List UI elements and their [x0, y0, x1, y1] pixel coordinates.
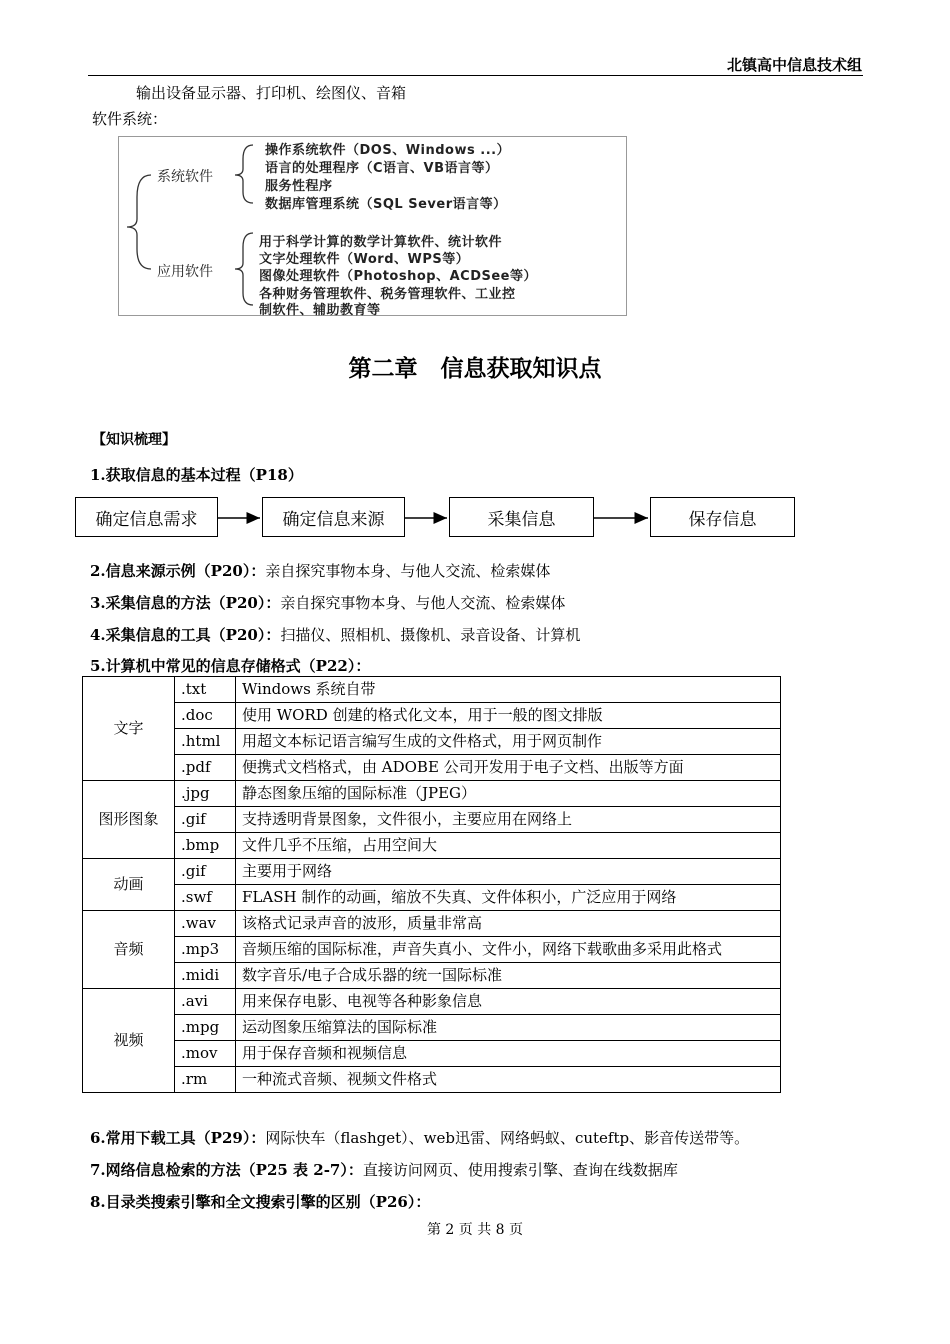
flow-step-4: 保存信息 [650, 497, 795, 537]
chapter-title: 第二章 信息获取知识点 [348, 356, 602, 382]
extension-cell: .txt [175, 677, 236, 703]
description-cell: 音频压缩的国际标准，声音失真小、文件小，网络下载歌曲多采用此格式 [236, 937, 781, 963]
category-cell: 视频 [83, 989, 175, 1093]
application-item: 文字处理软件（Word、WPS等） [259, 252, 470, 267]
item-6 [90, 1127, 749, 1148]
system-item: 数据库管理系统（SQL Sever语言等） [265, 197, 507, 212]
system-item: 服务性程序 [265, 179, 333, 194]
description-cell: 该格式记录声音的波形，质量非常高 [236, 911, 781, 937]
main-brace [127, 175, 151, 269]
description-cell: 用来保存电影、电视等各种影象信息 [236, 989, 781, 1015]
extension-cell: .gif [175, 859, 236, 885]
table-row [83, 807, 781, 833]
flow-arrows [0, 505, 950, 531]
table-row [83, 781, 781, 807]
extension-cell: .pdf [175, 755, 236, 781]
extension-cell: .jpg [175, 781, 236, 807]
description-cell: FLASH 制作的动画，缩放不失真、文件体积小，广泛应用于网络 [236, 885, 781, 911]
system-item: 操作系统软件（DOS、Windows ...） [265, 143, 511, 158]
category-cell: 动画 [83, 859, 175, 911]
table-row [83, 703, 781, 729]
item-2-body: 亲自探究事物本身、与他人交流、检索媒体 [265, 562, 551, 580]
application-item: 制软件、辅助教育等 [259, 303, 381, 318]
description-cell: 数字音乐/电子合成乐器的统一国际标准 [236, 963, 781, 989]
item-3 [90, 592, 565, 613]
extension-cell: .avi [175, 989, 236, 1015]
item-7 [90, 1159, 678, 1180]
description-cell: 支持透明背景图象，文件很小，主要应用在网络上 [236, 807, 781, 833]
description-cell: 文件几乎不压缩，占用空间大 [236, 833, 781, 859]
flow-step-1: 确定信息需求 [75, 497, 218, 537]
application-software-label: 应用软件 [157, 264, 213, 280]
table-row [83, 677, 781, 703]
system-software-label: 系统软件 [157, 169, 213, 185]
category-cell: 音频 [83, 911, 175, 989]
item-7-title: 7.网络信息检索的方法（P25 表 2-7）： [90, 1161, 363, 1179]
table-row [83, 885, 781, 911]
storage-formats-table [82, 676, 781, 1093]
table-row [83, 1015, 781, 1041]
page-header-title: 北镇高中信息技术组 [726, 56, 862, 74]
flow-step-2: 确定信息来源 [262, 497, 405, 537]
system-brace [235, 145, 253, 203]
item-5-title: 5.计算机中常见的信息存储格式（P22）： [90, 657, 371, 675]
table-row [83, 911, 781, 937]
extension-cell: .swf [175, 885, 236, 911]
software-system-label: 软件系统： [92, 110, 168, 128]
output-devices-line: 输出设备显示器、打印机、绘图仪、音箱 [136, 84, 407, 102]
application-item: 用于科学计算的数学计算软件、统计软件 [259, 235, 503, 250]
item-2-title: 2.信息来源示例（P20）： [90, 562, 266, 580]
table-row [83, 963, 781, 989]
item-8-title: 8.目录类搜索引擎和全文搜索引擎的区别（P26）： [90, 1193, 431, 1211]
page-footer: 第 2 页 共 8 页 [426, 1222, 524, 1238]
item-4-body: 扫描仪、照相机、摄像机、录音设备、计算机 [280, 626, 581, 644]
item-3-body: 亲自探究事物本身、与他人交流、检索媒体 [280, 594, 566, 612]
application-item: 各种财务管理软件、税务管理软件、工业控 [259, 287, 516, 302]
description-cell: 主要用于网络 [236, 859, 781, 885]
extension-cell: .gif [175, 807, 236, 833]
table-row [83, 729, 781, 755]
category-cell: 图形图象 [83, 781, 175, 859]
description-cell: Windows 系统自带 [236, 677, 781, 703]
item-7-body: 直接访问网页、使用搜索引擎、查询在线数据库 [362, 1161, 678, 1179]
table-row [83, 1041, 781, 1067]
description-cell: 用超文本标记语言编写生成的文件格式，用于网页制作 [236, 729, 781, 755]
extension-cell: .mov [175, 1041, 236, 1067]
system-item: 语言的处理程序（C语言、VB语言等） [265, 161, 499, 176]
category-cell: 文字 [83, 677, 175, 781]
software-classification-diagram [118, 136, 627, 316]
extension-cell: .mpg [175, 1015, 236, 1041]
extension-cell: .html [175, 729, 236, 755]
description-cell: 运动图象压缩算法的国际标准 [236, 1015, 781, 1041]
item-1-title: 1.获取信息的基本过程（P18） [90, 466, 303, 484]
item-2 [90, 560, 550, 581]
application-brace [235, 233, 253, 305]
table-row [83, 755, 781, 781]
description-cell: 用于保存音频和视频信息 [236, 1041, 781, 1067]
table-row [83, 989, 781, 1015]
extension-cell: .bmp [175, 833, 236, 859]
description-cell: 使用 WORD 创建的格式化文本，用于一般的图文排版 [236, 703, 781, 729]
item-6-title: 6.常用下载工具（P29）： [90, 1129, 266, 1147]
table-row [83, 833, 781, 859]
item-6-body: 网际快车（flashget）、web迅雷、网络蚂蚁、cuteftp、影音传送带等。 [265, 1129, 750, 1147]
table-row [83, 1067, 781, 1093]
extension-cell: .mp3 [175, 937, 236, 963]
header-rule [88, 75, 863, 76]
extension-cell: .midi [175, 963, 236, 989]
description-cell: 便携式文档格式，由 ADOBE 公司开发用于电子文档、出版等方面 [236, 755, 781, 781]
item-4-title: 4.采集信息的工具（P20）： [90, 626, 281, 644]
application-item: 图像处理软件（Photoshop、ACDSee等） [259, 269, 537, 284]
item-3-title: 3.采集信息的方法（P20）： [90, 594, 281, 612]
table-row [83, 937, 781, 963]
extension-cell: .wav [175, 911, 236, 937]
table-row [83, 859, 781, 885]
item-4 [90, 624, 580, 645]
section-label: 【知识梳理】 [92, 432, 176, 448]
extension-cell: .rm [175, 1067, 236, 1093]
description-cell: 静态图象压缩的国际标准（JPEG） [236, 781, 781, 807]
extension-cell: .doc [175, 703, 236, 729]
flow-step-3: 采集信息 [449, 497, 594, 537]
description-cell: 一种流式音频、视频文件格式 [236, 1067, 781, 1093]
